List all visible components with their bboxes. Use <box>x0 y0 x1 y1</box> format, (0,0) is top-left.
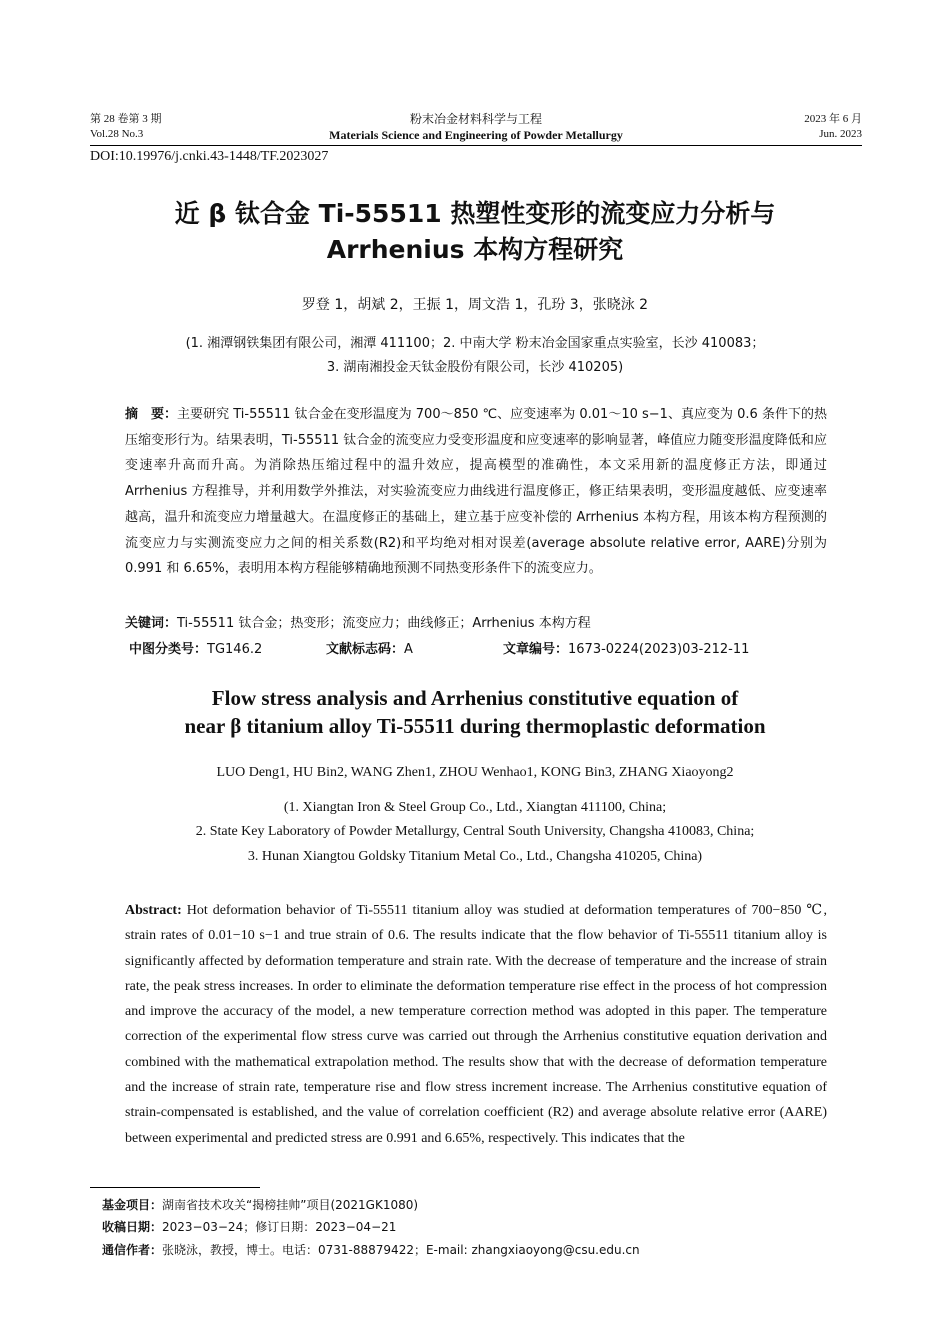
clc-value: TG146.2 <box>207 642 263 657</box>
authors-cn: 罗登 1，胡斌 2，王振 1，周文浩 1，孔玢 3，张晓泳 2 <box>301 297 649 313</box>
title-cn-line2: Arrhenius 本构方程研究 <box>326 235 624 264</box>
clc-label: 中图分类号： <box>129 642 208 657</box>
abstract-cn <box>125 402 827 582</box>
footnote-dates <box>102 1218 396 1235</box>
fund-text: 湖南省技术攻关“揭榜挂帅”项目(2021GK1080) <box>162 1198 419 1212</box>
date-en: Jun. 2023 <box>819 128 862 140</box>
keywords-cn-label: 关键词： <box>125 616 178 631</box>
article-number-label: 文章编号： <box>503 642 569 657</box>
doc-code-label: 文献标志码： <box>326 642 405 657</box>
abstract-en-label: Abstract: <box>125 903 182 918</box>
footnote-rule <box>90 1187 260 1188</box>
doc-code-value: A <box>404 642 413 657</box>
footnote-fund <box>102 1196 418 1213</box>
affiliation-en-line1: (1. Xiangtan Iron & Steel Group Co., Ltd., Xiangtan 411100, China; <box>283 800 667 815</box>
article-number <box>503 638 749 657</box>
title-en <box>60 684 890 740</box>
title-cn <box>60 196 890 268</box>
abstract-cn-label: 摘 要： <box>125 407 178 422</box>
affiliation-en-line3: 3. Hunan Xiangtou Goldsky Titanium Metal Co., Ltd., Changsha 410205, China) <box>247 849 703 864</box>
abstract-cn-text: 主要研究 Ti-55511 钛合金在变形温度为 700～850 ℃、应变速率为 0.01～10 s−1、真应变为 0.6 条件下的热压缩变形行为。结果表明，Ti-55511 钛合金的流变应力受变形温度和应变速率的影响显著，峰值应力随变形温度降低和应变速率升高而升高。为消除热压缩过程中的温升效应，提高模型的准确性，本文采用新的温度修正方法，即通过 Arrhenius 方程推导，并利用数学外推法，对实验流变应力曲线进行温度修正，修正结果表明，变形温度越低、应变速率越高，温升和流变应力增量越大。在温度修正的基础上，建立基于应变补偿的 Arrhenius 本构方程，用该本构方程预测的流变应力与实测流变应力之间的相关系数(R2)和平均绝对相对误差(average absolute relative error, AARE)分别为 0.991 和 6.65%，表明用本构方程能够精确地预测不同热变形条件下的流变应力。 <box>125 407 827 577</box>
affiliation-cn-line2: 3. 湖南湘投金天钛金股份有限公司，长沙 410205) <box>326 360 624 375</box>
abstract-en <box>125 898 827 1151</box>
affiliation-en-line2: 2. State Key Laboratory of Powder Metallurgy, Central South University, Changsha 410083, China; <box>195 824 755 839</box>
keywords-cn <box>125 612 591 631</box>
header-rule <box>90 145 862 146</box>
keywords-cn-text: Ti-55511 钛合金；热变形；流变应力；曲线修正；Arrhenius 本构方程 <box>177 616 591 631</box>
title-en-line1: Flow stress analysis and Arrhenius constitutive equation of <box>211 686 739 710</box>
affiliation-cn-line1: (1. 湘潭钢铁集团有限公司，湘潭 411100；2. 中南大学 粉末冶金国家重点实验室，长沙 410083； <box>185 336 765 351</box>
issue-cn: 第 28 卷第 3 期 <box>90 113 162 125</box>
doi[interactable]: DOI:10.19976/j.cnki.43-1448/TF.2023027 <box>90 149 329 164</box>
received-label: 收稿日期： <box>102 1220 163 1234</box>
abstract-en-text: Hot deformation behavior of Ti-55511 titanium alloy was studied at deformation temperatures of 700−850 ℃, strain rates of 0.01−10 s−1 and true strain of 0.6. The results indicate that the flow behavior of Ti-55511 titanium alloy is significantly affected by deformation temperature and strain rate. With the decrease of temperature and the increase of strain rate, the peak stress increases. In order to eliminate the deformation temperature rise effect in the process of hot compression and improve the accuracy of the model, a new temperature correction method was adopted in this paper. The temperature correction of the experimental flow stress curve was carried out through the Arrhenius constitutive equation derivation and combined with the mathematical extrapolation method. The results show that with the decrease of deformation temperature and the increase of strain rate, temperature rise and flow stress increment increase. The Arrhenius constitutive equation of strain-compensated is established, and the value of correlation coefficient (R2) and average absolute relative error (AARE) between experimental and predicted stress are 0.991 and 6.65%, respectively. This indicates that the <box>125 903 828 1146</box>
authors-en: LUO Deng1, HU Bin2, WANG Zhen1, ZHOU Wenhao1, KONG Bin3, ZHANG Xiaoyong2 <box>216 765 734 780</box>
received-text: 2023−03−24；修订日期：2023−04−21 <box>162 1220 397 1234</box>
journal-name-en: Materials Science and Engineering of Powder Metallurgy <box>329 128 623 142</box>
issue-en: Vol.28 No.3 <box>90 128 144 140</box>
footnote-corresponding <box>102 1241 640 1258</box>
corresponding-label: 通信作者： <box>102 1243 163 1257</box>
title-en-line2: near β titanium alloy Ti-55511 during thermoplastic deformation <box>184 714 766 738</box>
journal-name-cn: 粉末冶金材料科学与工程 <box>409 112 542 126</box>
date-cn: 2023 年 6 月 <box>804 113 862 125</box>
fund-label: 基金项目： <box>102 1198 163 1212</box>
title-cn-line1: 近 β 钛合金 Ti-55511 热塑性变形的流变应力分析与 <box>174 199 776 228</box>
corresponding-text[interactable]: 张晓泳，教授，博士。电话：0731-88879422；E-mail: zhangxiaoyong@csu.edu.cn <box>162 1243 640 1257</box>
article-number-value: 1673-0224(2023)03-212-11 <box>568 642 750 657</box>
clc-code <box>129 638 262 657</box>
doc-code <box>326 638 413 657</box>
